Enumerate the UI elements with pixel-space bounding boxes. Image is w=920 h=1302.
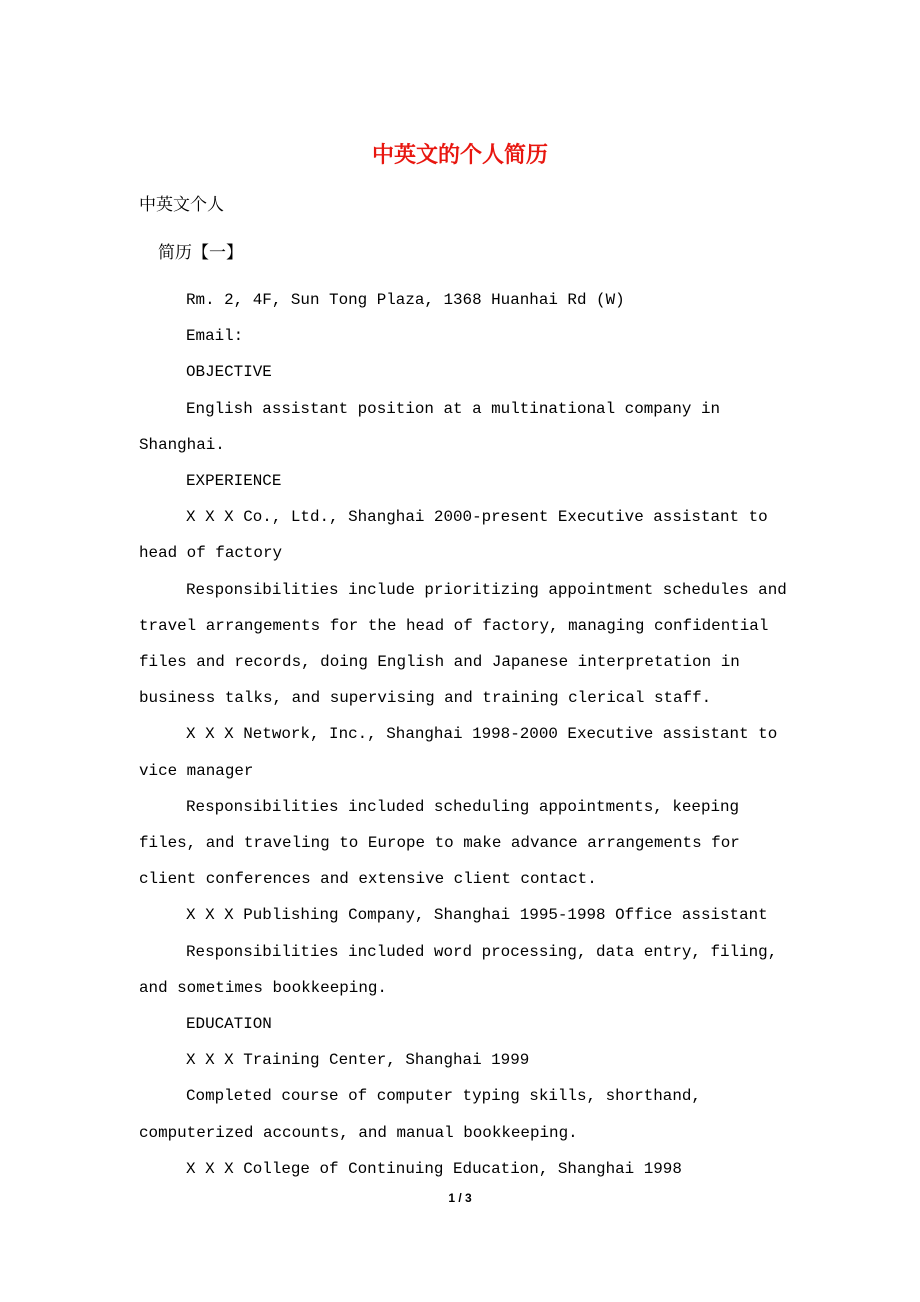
job-entry-1: X X X Co., Ltd., Shanghai 2000-present Executive assistant to head of factory (139, 508, 768, 563)
document-title: 中英文的个人简历 (371, 142, 548, 168)
subheading-line-2: 简历【一】 (158, 243, 243, 263)
page-number: 1 / 3 (448, 1191, 472, 1205)
section-heading-education: EDUCATION (186, 1015, 272, 1034)
resume-body (139, 282, 789, 1187)
section-heading-objective: OBJECTIVE (186, 363, 272, 382)
job-entry-2: X X X Network, Inc., Shanghai 1998-2000 Executive assistant to vice manager (139, 725, 778, 780)
subheading-line-1: 中英文个人 (139, 195, 224, 215)
job-entry-3: X X X Publishing Company, Shanghai 1995-1998 Office assistant (186, 906, 768, 925)
education-entry-1: X X X Training Center, Shanghai 1999 (186, 1051, 530, 1070)
section-heading-experience: EXPERIENCE (186, 472, 282, 491)
job-description-1: Responsibilities include prioritizing appointment schedules and travel arrangements for the head of factory, managing confidential files and records, doing English and Japanese interpretation in business talks, and supervising and training clerical staff. (139, 580, 787, 708)
objective-text: English assistant position at a multinational company in Shanghai. (139, 399, 721, 454)
address-line: Rm. 2, 4F, Sun Tong Plaza, 1368 Huanhai Rd (W) (186, 291, 625, 309)
job-description-2: Responsibilities included scheduling appointments, keeping files, and traveling to Europe to make advance arrangements for client conferences and extensive client contact. (139, 797, 740, 889)
email-line: Email: (186, 327, 244, 346)
education-entry-2: X X X College of Continuing Education, Shanghai 1998 (186, 1159, 682, 1178)
job-description-3: Responsibilities included word processing, data entry, filing, and sometimes bookkeeping. (139, 942, 778, 997)
education-description-1: Completed course of computer typing skills, shorthand, computerized accounts, and manual bookkeeping. (139, 1087, 701, 1142)
